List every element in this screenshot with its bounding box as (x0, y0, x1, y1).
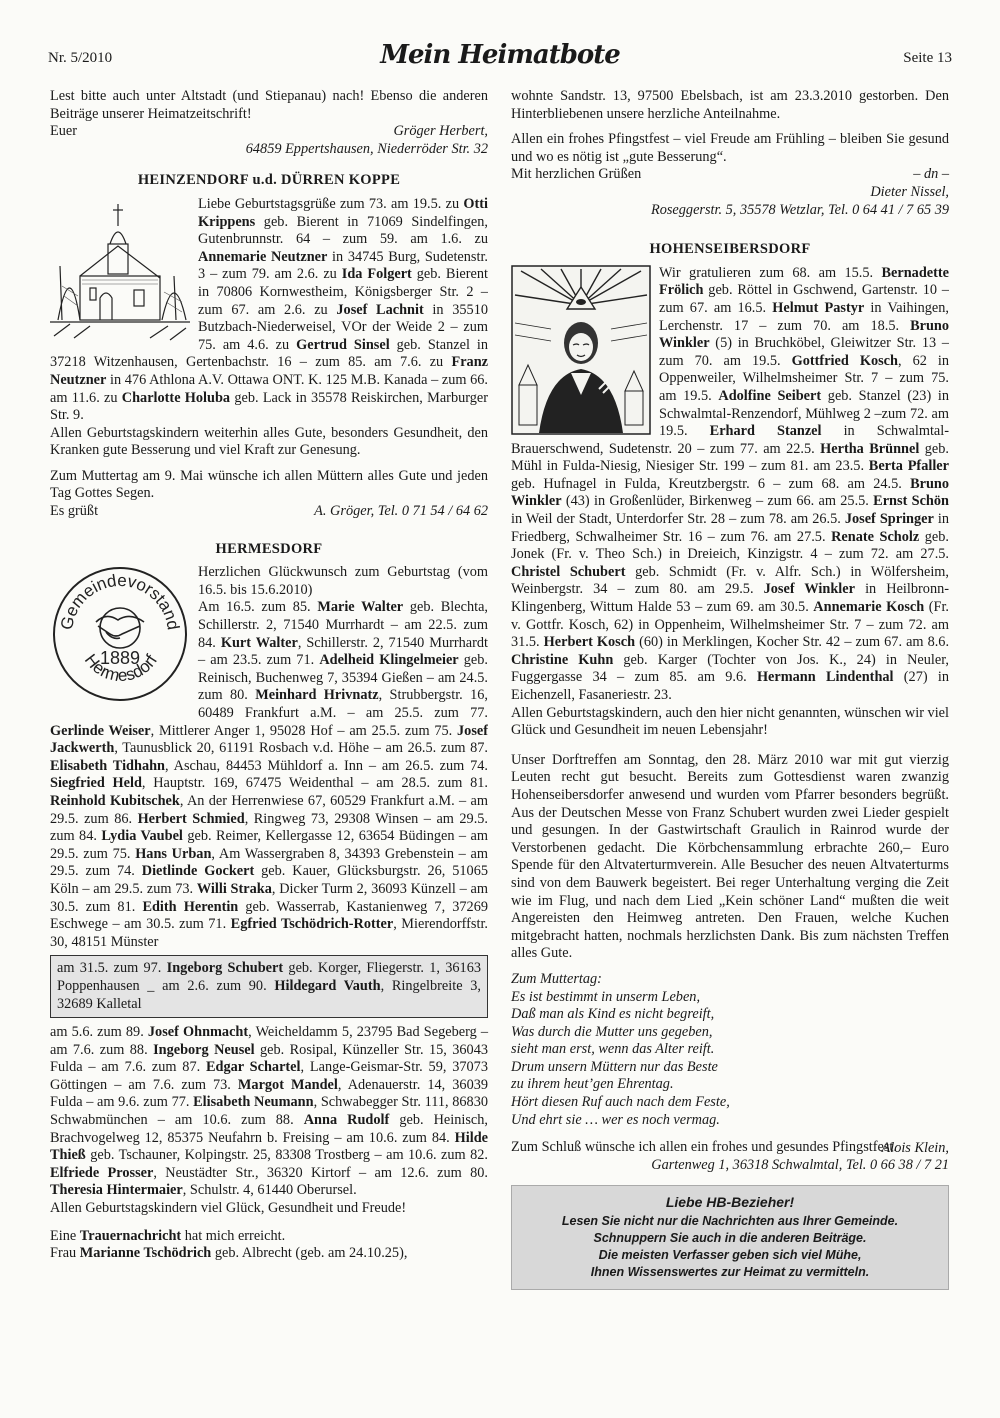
name-renate-scholz: Renate Scholz (831, 528, 920, 545)
handshake-icon (96, 608, 144, 648)
name-elfriede-prosser: Elfriede Prosser (50, 1164, 154, 1181)
name-hertha-bruennel: Hertha Brünnel (820, 440, 920, 457)
name-herbert-schmied: Herbert Schmied (137, 810, 245, 827)
reader-notice-box: Liebe HB-Bezieher! Lesen Sie nicht nur die Nachrichten aus Ihrer Gemeinde. Schnuppern Sie auch in die anderen Beiträge. Die meisten Verfasser geben sich viel Mühe, Ihnen Wissenswertes zur Heimat zu vermitteln. (511, 1185, 949, 1290)
name-bruno-winkler-5: Bruno Winkler (659, 317, 949, 352)
page-number: Seite 13 (903, 50, 952, 66)
intro-signature: Euer Gröger Herbert, (50, 123, 488, 140)
name-gerlinde-weiser: Gerlinde Weiser (50, 722, 151, 739)
klein-signature-name: Alois Klein, (881, 1139, 949, 1156)
name-edgar-schartel: Edgar Schartel (205, 1059, 301, 1076)
name-hildegard-vauth: Hildegard Vauth (274, 977, 381, 994)
name-berta-pfaller: Berta Pfaller (868, 458, 949, 475)
name-anna-rudolf: Anna Rudolf (303, 1112, 390, 1129)
church-drawing-image (50, 196, 190, 346)
hermesdorf-section: Gemeindevorstand Hermesdorf 1889 Herzlichen Glückwunsch zum Geburtstag (vom 16.5. bis 15.6.2010) Am 16.5. zum 85. Marie Walter geb. Blechta, Schillerstr. 2, 71540 Murrhardt – am 22.5. zum 84. Kurt Walter, Schillerstr. 2, 71540 Murrhardt – am 23.5. zum 71. Adelheid Klingelmeier geb. Reinisch, Buchenweg 7, 35394 Gießen – am 24.5. zum 80. Meinhard Hrivnatz, Strubbergstr. 16, 60489 Frankfurt a.M. – am 25.5. zum 77. Gerlinde Weiser, Mittlerer Anger 1, 95028 Hof – am 25.5. zum 75. Josef Jackwerth, Taunusblick 20, 61191 Rosbach v.d. Höhe – am 26.5. zum 87. Elisabeth Tidhahn, Aschau, 84453 Mühldorf a. Inn – am 26.5. zum 74. Siegfried Held, Hauptstr. 169, 67475 Weidenthal – am 28.5. zum 81. Reinhold Kubitschek, An der Herrenwiese 67, 60529 Frankfurt a.M. – am 29.5. zum 86. Herbert Schmied, Ringweg 73, 29308 Winsen – am 29.5. zum 84. Lydia Vaubel geb. Reimer, Kellergasse 12, 63654 Büdingen – am 29.5. zum 75. Hans Urban, Am Wassergraben 8, 34393 Grebenstein – am 29.5. zum 74. Dietlinde Gockert geb. Kauer, Glücksburgstr. 26, 51065 Köln – am 29.5. zum 73. Willi Straka, Dicker Turm 2, 36093 Künzell – am 30.5. zum 81. Edith Herentin geb. Wasserrab, Kastanienweg 7, 37269 Eschwege – am 30.5. zum 71. Egfried Tschödrich-Rotter, Mierendorffstr. 30, 48151 Münster (50, 564, 488, 950)
masthead-title: Mein Heimatbote (380, 40, 620, 70)
gemeindevorstand-seal-image (50, 564, 190, 704)
name-kurt-walter: Kurt Walter (220, 634, 298, 651)
name-gertrud-sinsel: Gertrud Sinsel (296, 336, 390, 353)
name-reinhold-kubitschek: Reinhold Kubitschek (50, 792, 180, 809)
name-ida-folgert: Ida Folgert (341, 266, 412, 283)
mothersday-wish: Zum Muttertag am 9. Mai wünsche ich allen Müttern alles Gute und jeden Tag Gottes Segen. (50, 467, 488, 502)
left-column (50, 88, 488, 1263)
highlight-box: am 31.5. zum 97. Ingeborg Schubert geb. Korger, Fliegerstr. 1, 36163 Poppenhausen _ am 2.6. zum 90. Hildegard Vauth, Ringelbreite 3, 32689 Kalletal (50, 955, 488, 1018)
pentecost-wish: Allen ein frohes Pfingstfest – viel Freude am Frühling – bleiben Sie gesund und wo es nötig ist „gute Besserung“. (511, 131, 949, 165)
hermesdorf-intro: Herzlichen Glückwunsch zum Geburtstag (vom 16.5. bis 15.6.2010) (198, 564, 488, 598)
village-meeting-report: Unser Dorftreffen am Sonntag, den 28. März 2010 war mit gut vierzig Leuten recht gut besucht. Bereits zum Gottesdienst waren zwanzig Hohenseibersdorfer anwesend und wurden vom Pfarrer besonders begrüßt. Aus der Deutschen Messe von Franz Schubert wurden zwei Lieder gespielt und gesungen. In der Gastwirtschaft Graulich in Rainrod wurde der Verstorbenen gedacht. Die Körbchensammlung erbrachte 260,– Euro Spende für den Altvaterturmverein. Alle Besucher des neuen Altvaterturms sind von dem Bauwerk begeistert. Bei reger Unterhaltung verging die Zeit wie im Flug, und nach dem Lied „Kein schöner Land“ mußten die weit Angereisten den Heimweg antreten. Den Frauen, welche Kuchen mitgebracht hatten, nochmals herzlichsten Dank. Bis zum nächsten Treffen alles Gute. (511, 751, 949, 962)
woodcut-portrait-image (511, 265, 651, 435)
name-christel-schubert: Christel Schubert (511, 563, 626, 580)
name-edith-herentin: Edith Herentin (142, 898, 239, 915)
name-bernadette-froelich: Bernadette Frölich (659, 264, 949, 299)
nissel-signature-address: Roseggerstr. 5, 35578 Wetzlar, Tel. 0 64 41 / 7 65 39 (650, 201, 949, 218)
mourning-continued: wohnte Sandstr. 13, 97500 Ebelsbach, ist am 23.3.2010 gestorben. Den Hinterbliebenen unsere herzliche Anteilnahme. (511, 88, 949, 122)
issue-number: Nr. 5/2010 (48, 50, 113, 66)
name-lydia-vaubel: Lydia Vaubel (101, 828, 183, 845)
name-charlotte-holuba: Charlotte Holuba (121, 389, 231, 406)
nissel-signature-name: Dieter Nissel, (870, 183, 949, 200)
section-heading-hohenseibersdorf: HOHENSEIBERSDORF (649, 241, 811, 258)
name-ingeborg-neusel: Ingeborg Neusel (153, 1041, 255, 1058)
name-siegfried-held: Siegfried Held (50, 775, 142, 792)
name-margot-mandel: Margot Mandel (237, 1076, 338, 1093)
name-meinhard-hrivnatz: Meinhard Hrivnatz (255, 687, 379, 704)
name-josef-winkler: Josef Winkler (763, 581, 855, 598)
name-annemarie-kosch: Annemarie Kosch (813, 599, 925, 616)
name-hermann-lindenthal: Hermann Lindenthal (756, 669, 894, 686)
name-ernst-schoen: Ernst Schön (873, 493, 949, 510)
section-heading-heinzendorf: HEINZENDORF u.d. DÜRREN KOPPE (137, 172, 401, 189)
name-franz-neutzner: Franz Neutzner (50, 354, 488, 388)
name-ingeborg-schubert: Ingeborg Schubert (166, 960, 284, 977)
name-josef-jackwerth: Josef Jackwerth (50, 722, 488, 757)
name-helmut-pastyr: Helmut Pastyr (772, 299, 865, 316)
name-bruno-winkler-43: Bruno Winkler (511, 475, 949, 510)
seal-year: 1889 (99, 648, 141, 669)
name-herbert-kosch: Herbert Kosch (543, 634, 636, 651)
name-willi-straka: Willi Straka (196, 880, 272, 897)
klein-signature-address: Gartenweg 1, 36318 Schwalmtal, Tel. 0 66 38 / 7 21 (651, 1157, 949, 1174)
name-marie-walter: Marie Walter (317, 599, 404, 616)
name-otti-krippens: Otti Krippens (198, 195, 488, 230)
svg-text:Gemeindevorstand (57, 571, 183, 632)
name-josef-ohnmacht: Josef Ohnmacht (147, 1024, 249, 1041)
intro-address: 64859 Eppertshausen, Niederröder Str. 32 (245, 140, 488, 157)
name-erhard-stanzel: Erhard Stanzel (709, 423, 822, 440)
name-gottfried-kosch: Gottfried Kosch (791, 352, 898, 369)
mourning-notice: Eine Trauernachricht hat mich erreicht. Frau Marianne Tschödrich geb. Albrecht (geb. am 24.10.25), (50, 1227, 408, 1262)
hohenseibersdorf-section: Wir gratulieren zum 68. am 15.5. Bernadette Frölich geb. Röttel in Gschwend, Gartenstr. 10 – zum 67. am 16.5. Helmut Pastyr in Vaihingen, Lerchenstr. 17 – zum 70. am 18.5. Bruno Winkler (5) in Bruchköbel, Gleiwitzer Str. 13 – zum 70. am 19.5. Gottfried Kosch, 62 in Oppenweiler, Wilhelmsheimer Str. 7 – zum 75. am 19.5. Adolfine Seibert geb. Stanzel (23) in Schwalmtal-Renzendorf, Mühlweg 2 –zum 72. am 19.5. Erhard Stanzel in Schwalmtal-Brauerschwend, Sudetenstr. 20 – zum 77. am 22.5. Hertha Brünnel geb. Mühl in Fulda-Niesig, Niesiger Str. 199 – zum 81. am 23.5. Berta Pfaller geb. Hufnagel in Fulda, Kreutzbergstr. 6 – zum 68. am 24.5. Bruno Winkler (43) in Großenlüder, Birkenweg – zum 66. am 25.5. Ernst Schön in Weil der Stadt, Unterdorfer Str. 28 – zum 78. am 26.5. Josef Springer in Friedberg, Schwalheimer Str. 16 – zum 76. am 27.5. Renate Scholz geb. Jonek (Fr. v. Theo Sch.) in Dreieich, Kinzigstr. 4 – zum 72. am 27.5. Christel Schubert geb. Schmidt (Fr. v. Alfr. Sch.) in Wölfersheim, Weinbergstr. 34 – zum 80. am 29.5. Josef Winkler in Heilbronn-Klingenberg, Wittum Halde 53 – zum 69. am 30.5. Annemarie Kosch (Fr. v. Gottfr. Kosch, 62) in Oppenheim, Wilhelmsheimer Str. 7 – zum 72. am 31.5. Herbert Kosch (60) in Merklingen, Kocher Str. 42 – zum 67. am 8.6. Christine Kuhn geb. Karger (Tochter von Jos. K., 24) in Neuler, Fuggergasse 34 – zum 85. am 9.6. Hermann Lindenthal (27) in Eichenzell, Fasaneriestr. 23. (511, 264, 949, 703)
name-dietlinde-gockert: Dietlinde Gockert (141, 863, 255, 880)
name-elisabeth-neumann: Elisabeth Neumann (193, 1094, 314, 1111)
hermesdorf-closing: Allen Geburtstagskindern viel Glück, Gesundheit und Freude! (50, 1200, 407, 1217)
name-elisabeth-tidhahn: Elisabeth Tidhahn (50, 757, 165, 774)
name-adolfine-seibert: Adolfine Seibert (718, 387, 822, 404)
right-column (511, 88, 949, 1290)
name-annemarie-neutzner: Annemarie Neutzner (198, 248, 328, 265)
name-christine-kuhn: Christine Kuhn (511, 651, 614, 668)
heinzendorf-section: Liebe Geburtstagsgrüße zum 73. am 19.5. zu Otti Krippens geb. Bierent in 71069 Sindelfingen, Gutenbrunnstr. 64 – zum 59. am 1.6. zu Annemarie Neutzner in 34745 Burg, Sudetenstr. 3 – zum 79. am 2.6. zu Ida Folgert geb. Bierent in 70806 Kornwestheim, Königsberger Str. 2 – zum 67. am 2.6. zu Josef Lachnit in 35510 Butzbach-Niederweisel, VOr der Weide 2 – zum 75. am 4.6. zu Gertrud Sinsel geb. Stanzel in 37218 Witzenhausen, Gertenbachstr. 16 – zum 85. am 7.6. zu Franz Neutzner in 476 Athlona A.V. Ottawa ONT. K. 125 M.B. Kanada – zum 66. am 11.6. zu Charlotte Holuba geb. Lack in 35578 Reiskirchen, Marburger Str. 9. (50, 195, 488, 424)
seal-top-text: Gemeindevorstand (56, 571, 183, 632)
hohenseibersdorf-closing: Allen Geburtstagskindern, auch den hier nicht genannten, wünschen wir viel Glück und Gesundheit im neuen Lebensjahr! (511, 704, 949, 739)
name-josef-lachnit: Josef Lachnit (336, 301, 424, 318)
nissel-greeting: Mit herzlichen Grüßen – dn – (511, 166, 949, 183)
name-theresia-hintermaier: Theresia Hintermaier (50, 1182, 183, 1199)
name-hans-urban: Hans Urban (135, 845, 212, 862)
name-marianne-tschoedrich: Marianne Tschödrich (79, 1245, 212, 1262)
final-wish: Zum Schluß wünsche ich allen ein frohes und gesundes Pfingstfest. (511, 1139, 897, 1156)
heinzendorf-closing: Allen Geburtstagskindern weiterhin alles Gute, besonders Gesundheit, den Kranken gute Besserung und viel Kraft zur Genesung. (50, 424, 488, 459)
heinzendorf-signature: Es grüßt A. Gröger, Tel. 0 71 54 / 64 62 (50, 503, 488, 520)
name-josef-springer: Josef Springer (844, 511, 934, 528)
mothersday-poem: Zum Muttertag: Es ist bestimmt in unserm Leben, Daß man als Kind es nicht begreift, Was durch die Mutter uns gegeben, sieht man erst, wenn das Alter reift. Drum unsern Müttern nur das Beste zu ihrem heut’gen Ehrentag. Hört diesen Ruf auch nach dem Feste, Und ehrt sie … wer es noch vermag. (511, 970, 730, 1128)
page-header (48, 40, 952, 80)
seal-bottom-text: Hermesdorf (80, 650, 162, 686)
name-hilde-thiess: Hilde Thieß (50, 1129, 488, 1164)
section-heading-hermesdorf: HERMESDORF (215, 540, 323, 557)
hermesdorf-birthdays-continued: am 5.6. zum 89. Josef Ohnmacht, Weicheldamm 5, 23795 Bad Segeberg – am 7.6. zum 88. Ingeborg Neusel geb. Rosipal, Künzeller Str. 15, 36043 Fulda – am 7.6. zum 87. Edgar Schartel, Lange-Geismar-Str. 59, 37073 Göttingen – am 7.6. zum 73. Margot Mandel, Adenauerstr. 14, 36039 Fulda – am 9.6. zum 77. Elisabeth Neumann, Schwabegger Str. 111, 86830 Schwabmünchen – am 10.6. zum 88. Anna Rudolf geb. Heinisch, Brachvogelweg 12, 85375 Neufahrn b. Freising – am 10.6. zum 84. Hilde Thieß geb. Tschauner, Kolpingstr. 25, 83308 Trostberg – am 10.6. zum 82. Elfriede Prosser, Neustädter Str., 36320 Kirtorf – am 12.6. zum 80. Theresia Hintermaier, Schulstr. 4, 61440 Oberursel. (50, 1024, 489, 1199)
name-egfried-tschoedrich-rotter: Egfried Tschödrich-Rotter (230, 916, 394, 933)
name-adelheid-klingelmeier: Adelheid Klingelmeier (319, 652, 459, 669)
intro-text: Lest bitte auch unter Altstadt (und Stiepanau) nach! Ebenso die anderen Beiträge unserer Heimatzeitschrift! (50, 88, 488, 122)
